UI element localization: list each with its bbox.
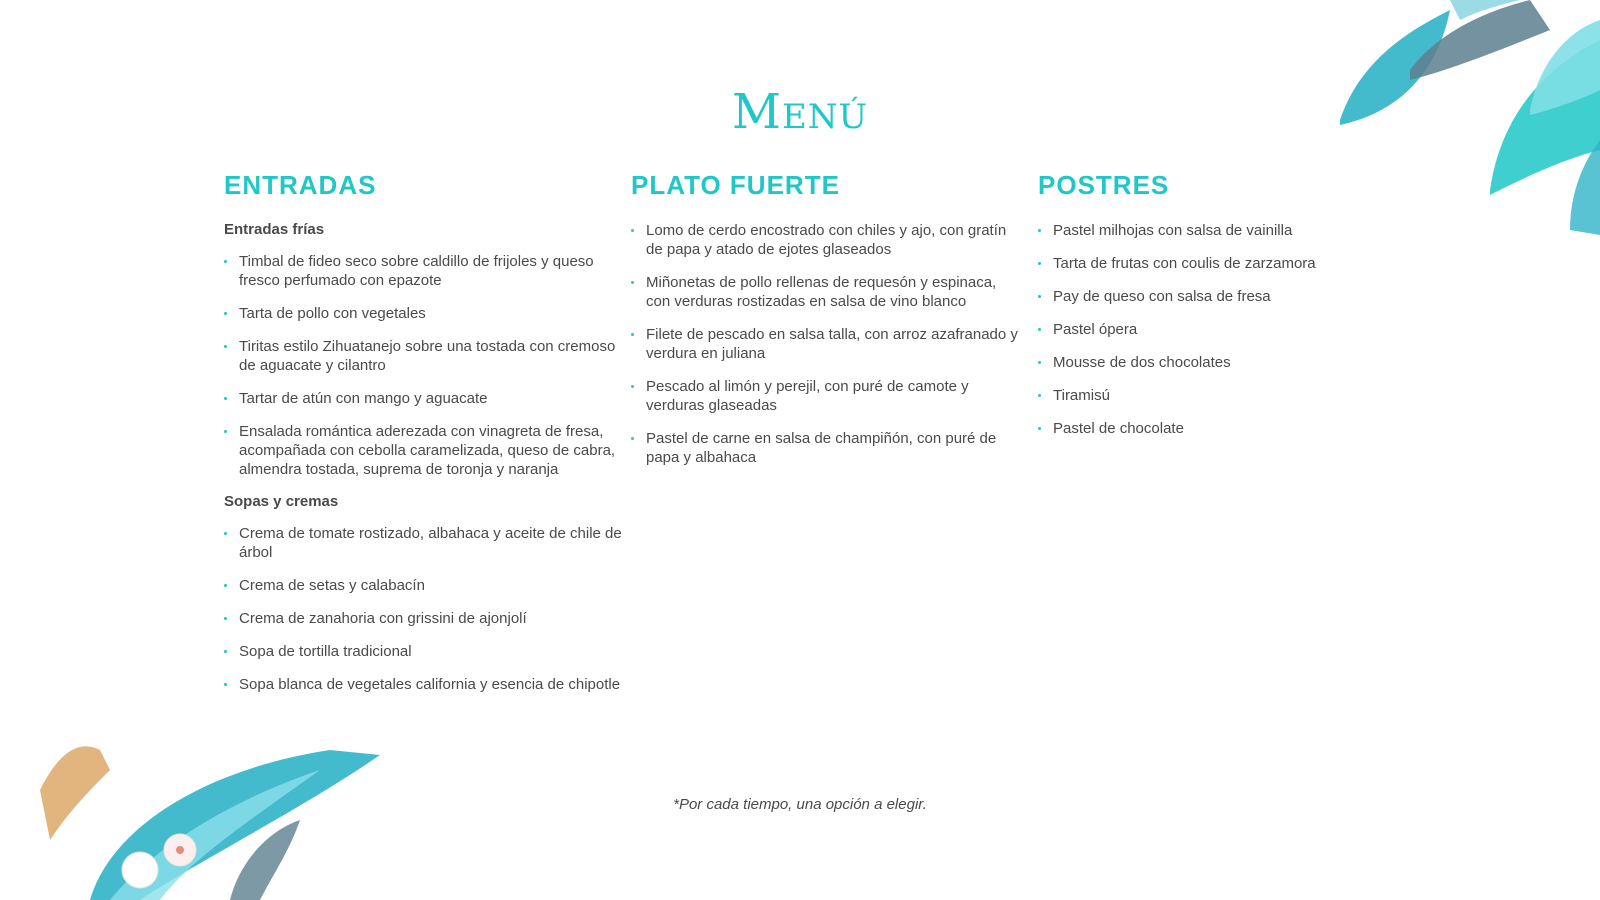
list-item: Sopa blanca de vegetales california y esencia de chipotle bbox=[224, 675, 624, 694]
postres-list bbox=[1038, 221, 1338, 438]
list-item: Sopa de tortilla tradicional bbox=[224, 642, 624, 661]
plato-fuerte-column bbox=[631, 170, 1023, 481]
list-item: Lomo de cerdo encostrado con chiles y ajo, con gratín de papa y atado de ejotes glaseados bbox=[631, 221, 1023, 259]
postres-heading: POSTRES bbox=[1038, 170, 1170, 200]
list-item: Mousse de dos chocolates bbox=[1038, 353, 1338, 372]
entradas-frias-list bbox=[224, 252, 624, 479]
list-item: Pescado al limón y perejil, con puré de camote y verduras glaseadas bbox=[631, 377, 1023, 415]
list-item: Crema de setas y calabacín bbox=[224, 576, 624, 595]
list-item: Pastel de chocolate bbox=[1038, 419, 1338, 438]
postres-column bbox=[1038, 170, 1338, 452]
list-item: Tiritas estilo Zihuatanejo sobre una tostada con cremoso de aguacate y cilantro bbox=[224, 337, 624, 375]
list-item: Pastel de carne en salsa de champiñón, con puré de papa y albahaca bbox=[631, 429, 1023, 467]
plato-fuerte-heading: PLATO FUERTE bbox=[631, 170, 840, 200]
list-item: Tartar de atún con mango y aguacate bbox=[224, 389, 624, 408]
list-item: Ensalada romántica aderezada con vinagreta de fresa, acompañada con cebolla caramelizada, queso de cabra, almendra tostada, suprema de toronja y naranja bbox=[224, 422, 624, 479]
entradas-column bbox=[224, 170, 624, 708]
footnote: *Por cada tiempo, una opción a elegir. bbox=[673, 796, 927, 813]
list-item: Crema de tomate rostizado, albahaca y aceite de chile de árbol bbox=[224, 524, 624, 562]
list-item: Tarta de frutas con coulis de zarzamora bbox=[1038, 254, 1338, 273]
list-item: Pastel ópera bbox=[1038, 320, 1338, 339]
menu-title: Menú bbox=[731, 84, 869, 140]
list-item: Crema de zanahoria con grissini de ajonjolí bbox=[224, 609, 624, 628]
entradas-frias-subheading: Entradas frías bbox=[224, 221, 325, 238]
sopas-cremas-list bbox=[224, 524, 624, 694]
tropical-leaves-orchid-decoration bbox=[0, 730, 400, 900]
list-item: Tiramisú bbox=[1038, 386, 1338, 405]
list-item: Pay de queso con salsa de fresa bbox=[1038, 287, 1338, 306]
list-item: Tarta de pollo con vegetales bbox=[224, 304, 624, 323]
entradas-heading: ENTRADAS bbox=[224, 170, 377, 200]
plato-fuerte-list bbox=[631, 221, 1023, 467]
list-item: Timbal de fideo seco sobre caldillo de frijoles y queso fresco perfumado con epazote bbox=[224, 252, 624, 290]
list-item: Miñonetas de pollo rellenas de requesón y espinaca, con verduras rostizadas en salsa de vino blanco bbox=[631, 273, 1023, 311]
list-item: Pastel milhojas con salsa de vainilla bbox=[1038, 221, 1338, 240]
list-item: Filete de pescado en salsa talla, con arroz azafranado y verdura en juliana bbox=[631, 325, 1023, 363]
sopas-cremas-subheading: Sopas y cremas bbox=[224, 493, 339, 510]
